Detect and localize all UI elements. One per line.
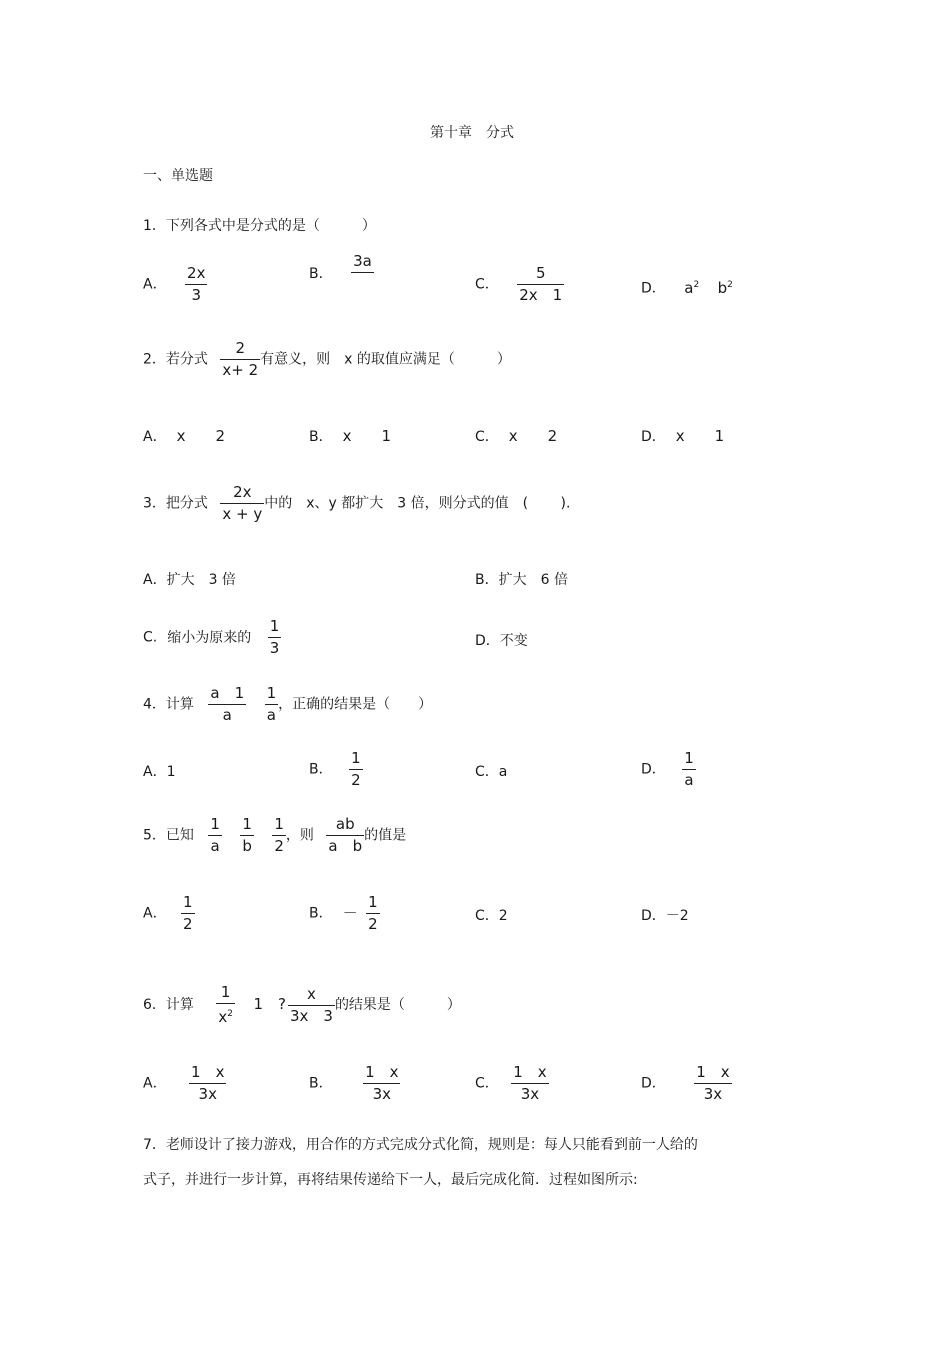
q3-option-a[interactable] [143,571,236,589]
option-letter: B． [309,429,333,445]
q5-option-b[interactable] [309,894,380,933]
q2-option-c[interactable] [475,427,557,446]
fraction-denominator: 2x 1 [519,286,563,304]
q1-option-b[interactable] [309,252,374,283]
fraction-numerator: 1 x [191,1063,225,1081]
minus-sign: － [342,903,358,922]
fraction-numerator: 1 [351,749,361,767]
fraction-numerator: x [307,984,316,1003]
q5-mid: ，则 [285,827,314,844]
q6-mid: 1 ? [253,995,286,1013]
option-letter: D． [641,1075,666,1092]
option-letter: D． [641,761,666,778]
q3-option-b[interactable] [475,571,568,589]
q2-pre: 2．若分式 [143,351,208,368]
q6-option-a[interactable] [143,1064,226,1103]
q6-option-c[interactable] [475,1064,549,1103]
q3-pre: 3．把分式 [143,495,208,512]
option-letter: C． [475,1075,499,1092]
q4-option-b[interactable] [309,750,363,789]
exponent: 2 [727,280,733,290]
fraction-denominator: 3x [372,1085,391,1103]
q7-line-2: 式子，并进行一步计算，再将结果传递给下一人，最后完成化简．过程如图所示: [143,1172,638,1188]
option-letter: A． [143,764,167,780]
option-text: a [498,764,508,780]
q6-stem [143,984,461,1026]
fraction-numerator: 2x [187,264,206,282]
option-letter: A． [143,276,167,293]
q5-option-c[interactable] [475,907,508,925]
option-text: x 1 [342,427,392,445]
q5-option-d[interactable] [641,907,689,925]
fraction-numerator: 1 [274,815,284,833]
option-letter: D． [641,429,666,445]
option-letter: A． [143,572,167,588]
option-letter: A． [143,1075,167,1092]
fraction-denominator: 3x 3 [289,1006,333,1025]
fraction-denominator: a [266,706,276,724]
q4-stem [143,685,432,724]
q4-pre: 4．计算 [143,696,194,713]
option-text: 2 [498,908,508,924]
q7-line-1: 7．老师设计了接力游戏，用合作的方式完成分式化简，规则是：每人只能看到前一人给的 [143,1137,698,1153]
option-text: －2 [665,908,689,924]
option-letter: A． [143,905,167,922]
fraction-numerator: 1 [220,983,231,1001]
option-letter: C． [475,908,499,924]
fraction-numerator: 1 [684,749,694,767]
fraction-numerator: 2 [235,339,246,357]
fraction-denominator: x+ 2 [222,361,259,379]
fraction-denominator: 2 [351,771,361,789]
fraction-denominator: b [242,837,252,855]
option-text: 缩小为原来的 [167,629,252,646]
fraction-denominator: 3x [703,1085,723,1103]
option-letter: B． [309,761,333,778]
fraction-denominator: 2 [274,837,284,855]
option-letter: C. [143,629,158,646]
q1-option-c[interactable] [475,265,564,304]
q2-option-b[interactable] [309,427,391,446]
fraction-numerator: 1 x [696,1063,730,1081]
option-letter: C． [475,276,499,293]
page-title: 第十章 分式 [430,125,514,141]
q5-post: 的值是 [364,827,407,844]
q6-option-d[interactable] [641,1064,732,1103]
option-letter: C． [475,764,499,780]
q4-post: ，正确的结果是（ ） [278,696,433,713]
option-letter: B． [309,266,333,282]
fraction-denominator: 3 [191,286,202,304]
fraction-denominator: a b [328,837,363,855]
option-letter: D． [641,280,666,297]
fraction-numerator: 1 [242,815,252,833]
option-letter: C． [475,429,499,445]
q2-option-d[interactable] [641,427,724,446]
option-letter: B． [475,572,499,588]
option-text: 1 [166,764,176,780]
q4-option-d[interactable] [641,750,696,789]
q1-stem: 1．下列各式中是分式的是（ ） [143,218,376,234]
fraction-numerator: a 1 [210,684,245,702]
fraction-numerator: 1 x [513,1063,547,1081]
fraction-numerator: 2x [233,483,252,501]
q3-option-c[interactable] [143,618,281,657]
q6-post: 的结果是（ ） [334,997,461,1013]
option-text: 扩大 6 倍 [498,572,568,588]
q4-option-a[interactable] [143,763,176,781]
q3-post: 中的 x、y 都扩大 3 倍，则分式的值 ( ). [264,495,571,512]
option-text: 不变 [499,633,528,649]
q6-option-b[interactable] [309,1064,400,1103]
q4-option-c[interactable] [475,763,507,781]
q6-pre: 6．计算 [143,997,194,1013]
option-text: x 2 [176,427,225,445]
fraction-numerator: 5 [535,264,546,282]
fraction-denominator: 2 [368,915,378,933]
fraction-denominator: x [218,1008,228,1026]
fraction-denominator: a [222,706,232,724]
option-term-a: a [684,278,694,297]
option-letter: D． [475,633,500,649]
fraction-numerator: 1 x [365,1063,399,1081]
fraction-denominator: 3x [520,1085,540,1103]
fraction-denominator [360,273,364,275]
q5-option-a[interactable] [143,894,195,933]
option-text: x 2 [508,427,558,445]
fraction-denominator: 3 [269,639,280,657]
q3-stem [143,484,570,523]
q2-stem [143,340,511,379]
fraction-numerator: 3a [353,252,372,270]
fraction-denominator: 3x [198,1085,217,1103]
exponent: 2 [693,280,700,290]
q3-option-d[interactable] [475,632,528,650]
q1-option-d[interactable] [641,276,733,298]
fraction-denominator: a [684,771,694,789]
fraction-denominator: a [210,837,220,855]
q5-pre: 5．已知 [143,827,194,844]
fraction-numerator: 1 [210,815,220,833]
fraction-numerator: ab [335,815,355,833]
fraction-numerator: 1 [183,893,193,911]
option-letter: D． [641,908,666,924]
fraction-numerator: 1 [266,684,277,702]
option-term-b: b [717,278,728,297]
option-letter: B． [309,905,333,922]
fraction-numerator: 1 [269,617,280,635]
exponent: 2 [227,1009,233,1019]
section-heading: 一、单选题 [143,168,213,184]
q1-option-a[interactable] [143,265,207,304]
q2-option-a[interactable] [143,427,225,446]
fraction-denominator: 2 [183,915,193,933]
q5-stem [143,816,406,855]
option-letter: B． [309,1075,333,1092]
option-text: x 1 [675,427,725,445]
fraction-denominator: x + y [222,505,263,523]
option-text: 扩大 3 倍 [166,572,236,588]
fraction-numerator: 1 [368,893,378,911]
q2-post: 有意义，则 x 的取值应满足（ ） [260,351,511,368]
option-letter: A． [143,429,167,445]
